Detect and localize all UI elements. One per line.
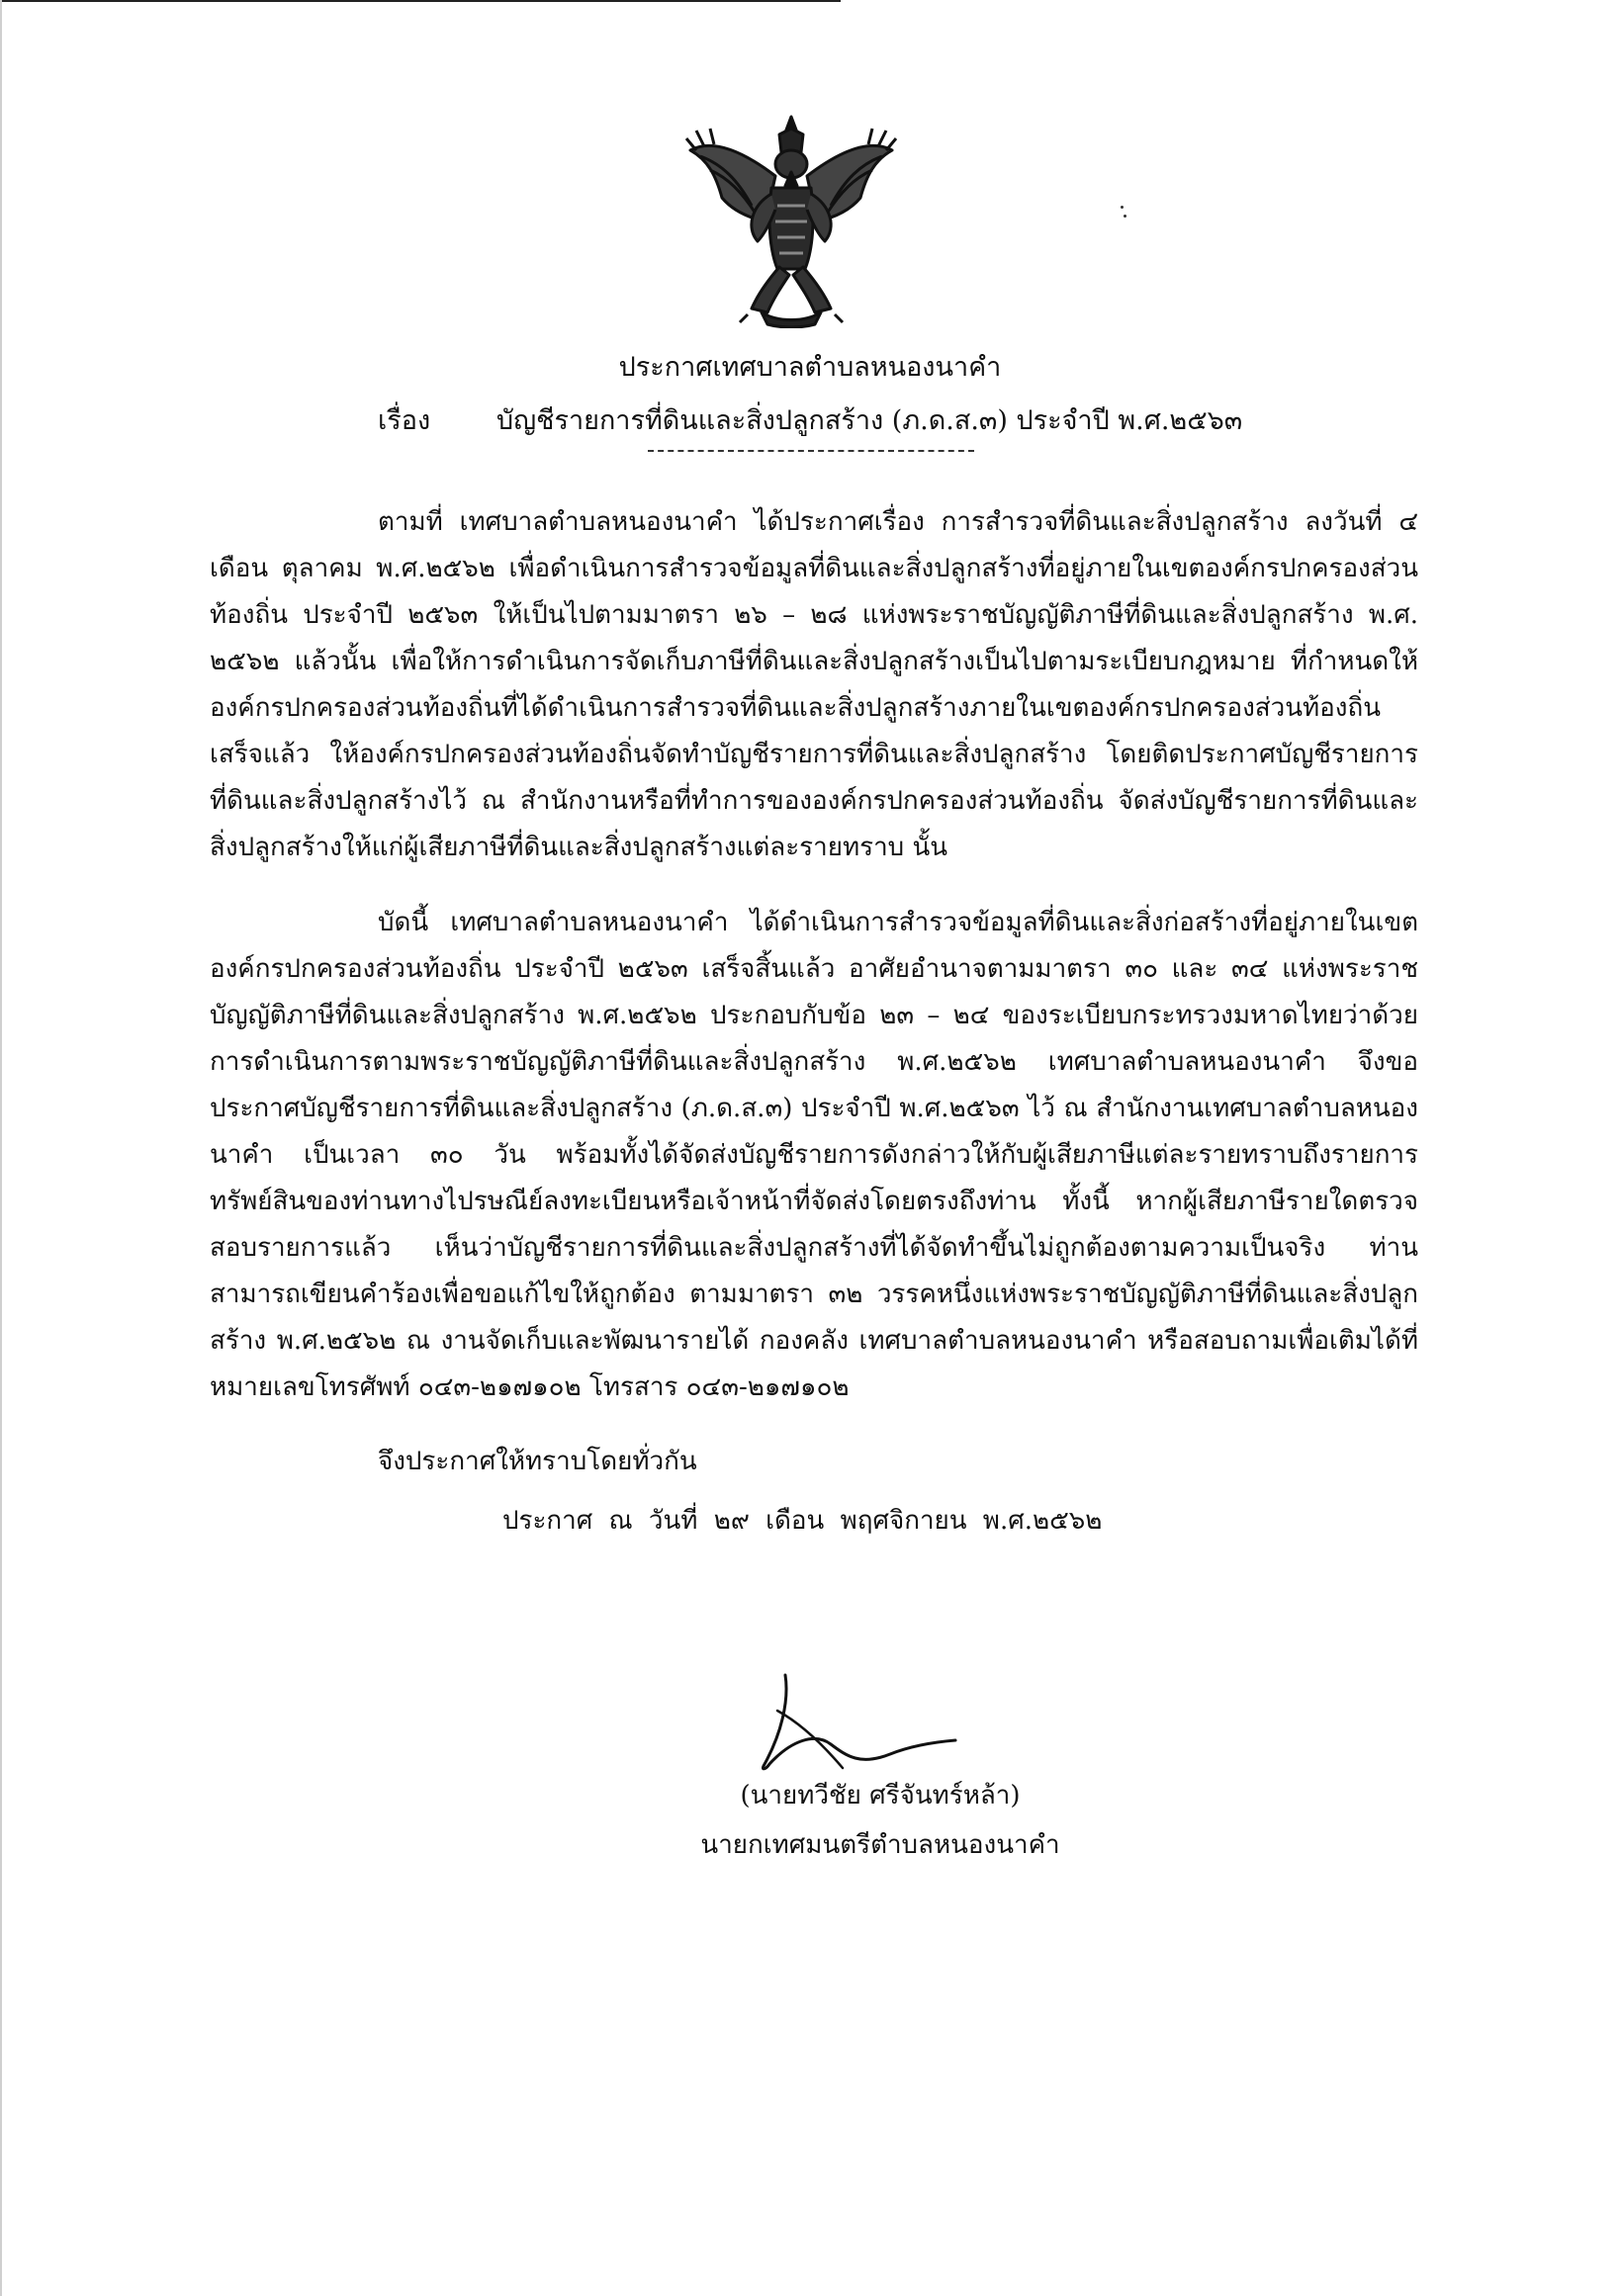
- handwritten-signature: [752, 1671, 959, 1780]
- scan-top-edge-line: [0, 0, 841, 2]
- subject-label: เรื่อง: [378, 405, 431, 436]
- subject-text: บัญชีรายการที่ดินและสิ่งปลูกสร้าง (ภ.ด.ส.๓) ประจำปี พ.ศ.๒๕๖๓: [496, 405, 1243, 436]
- scan-speck: [1124, 215, 1126, 218]
- closing-announcement: จึงประกาศให้ทราบโดยทั่วกัน: [378, 1447, 697, 1476]
- garuda-emblem-icon: [682, 111, 900, 328]
- signer-position: นายกเทศมนตรีตำบลหนองนาคำ: [700, 1830, 1060, 1860]
- subject-line: [378, 401, 1367, 441]
- body-paragraph-2: บัดนี้ เทศบาลตำบลหนองนาคำ ได้ดำเนินการสำรวจข้อมูลที่ดินและสิ่งก่อสร้างที่อยู่ภายในเขตองค์กรปกครองส่วนท้องถิ่น ประจำปี ๒๕๖๓ เสร็จสิ้นแล้ว อาศัยอำนาจตามมาตรา ๓๐ และ ๓๔ แห่งพระราชบัญญัติภาษีที่ดินและสิ่งปลูกสร้าง พ.ศ.๒๕๖๒ ประกอบกับข้อ ๒๓ – ๒๔ ของระเบียบกระทรวงมหาดไทยว่าด้วยการดำเนินการตามพระราชบัญญัติภาษีที่ดินและสิ่งปลูกสร้าง พ.ศ.๒๕๖๒ เทศบาลตำบลหนองนาคำ จึงขอประกาศบัญชีรายการที่ดินและสิ่งปลูกสร้าง (ภ.ด.ส.๓) ประจำปี พ.ศ.๒๕๖๓ ไว้ ณ สำนักงานเทศบาลตำบลหนองนาคำ เป็นเวลา ๓๐ วัน พร้อมทั้งได้จัดส่งบัญชีรายการดังกล่าวให้กับผู้เสียภาษีแต่ละรายทราบถึงรายการทรัพย์สินของท่านทางไปรษณีย์ลงทะเบียนหรือเจ้าหน้าที่จัดส่งโดยตรงถึงท่าน ทั้งนี้ หากผู้เสียภาษีรายใดตรวจสอบรายการแล้ว เห็นว่าบัญชีรายการที่ดินและสิ่งปลูกสร้างที่ได้จัดทำขึ้นไม่ถูกต้องตามความเป็นจริง ท่านสามารถเขียนคำร้องเพื่อขอแก้ไขให้ถูกต้อง ตามมาตรา ๓๒ วรรคหนึ่งแห่งพระราชบัญญัติภาษีที่ดินและสิ่งปลูกสร้าง พ.ศ.๒๕๖๒ ณ งานจัดเก็บและพัฒนารายได้ กองคลัง เทศบาลตำบลหนองนาคำ หรือสอบถามเพื่อเติมได้ที่หมายเลขโทรศัพท์ ๐๔๓-๒๑๗๑๐๒ โทรสาร ๐๔๓-๒๑๗๑๐๒: [210, 908, 1418, 1402]
- header-divider: [648, 450, 974, 452]
- signer-name: (นายทวีชัย ศรีจันทร์หล้า): [740, 1781, 1021, 1810]
- scan-speck: [1121, 206, 1124, 209]
- scan-left-edge: [0, 0, 2, 2296]
- announcement-date: ประกาศ ณ วันที่ ๒๙ เดือน พฤศจิกายน พ.ศ.๒๕๖๒: [502, 1506, 1103, 1536]
- body-paragraph-1: ตามที่ เทศบาลตำบลหนองนาคำ ได้ประกาศเรื่อง การสำรวจที่ดินและสิ่งปลูกสร้าง ลงวันที่ ๔ เดือน ตุลาคม พ.ศ.๒๕๖๒ เพื่อดำเนินการสำรวจข้อมูลที่ดินและสิ่งปลูกสร้างที่อยู่ภายในเขตองค์กรปกครองส่วนท้องถิ่น ประจำปี ๒๕๖๓ ให้เป็นไปตามมาตรา ๒๖ – ๒๘ แห่งพระราชบัญญัติภาษีที่ดินและสิ่งปลูกสร้าง พ.ศ. ๒๕๖๒ แล้วนั้น เพื่อให้การดำเนินการจัดเก็บภาษีที่ดินและสิ่งปลูกสร้างเป็นไปตามระเบียบกฎหมาย ที่กำหนดให้องค์กรปกครองส่วนท้องถิ่นที่ได้ดำเนินการสำรวจที่ดินและสิ่งปลูกสร้างภายในเขตองค์กรปกครองส่วนท้องถิ่นเสร็จแล้ว ให้องค์กรปกครองส่วนท้องถิ่นจัดทำบัญชีรายการที่ดินและสิ่งปลูกสร้าง โดยติดประกาศบัญชีรายการที่ดินและสิ่งปลูกสร้างไว้ ณ สำนักงานหรือที่ทำการขององค์กรปกครองส่วนท้องถิ่น จัดส่งบัญชีรายการที่ดินและสิ่งปลูกสร้างให้แก่ผู้เสียภาษีที่ดินและสิ่งปลูกสร้างแต่ละรายทราบ นั้น: [210, 507, 1418, 862]
- announcement-title: ประกาศเทศบาลตำบลหนองนาคำ: [618, 352, 1002, 383]
